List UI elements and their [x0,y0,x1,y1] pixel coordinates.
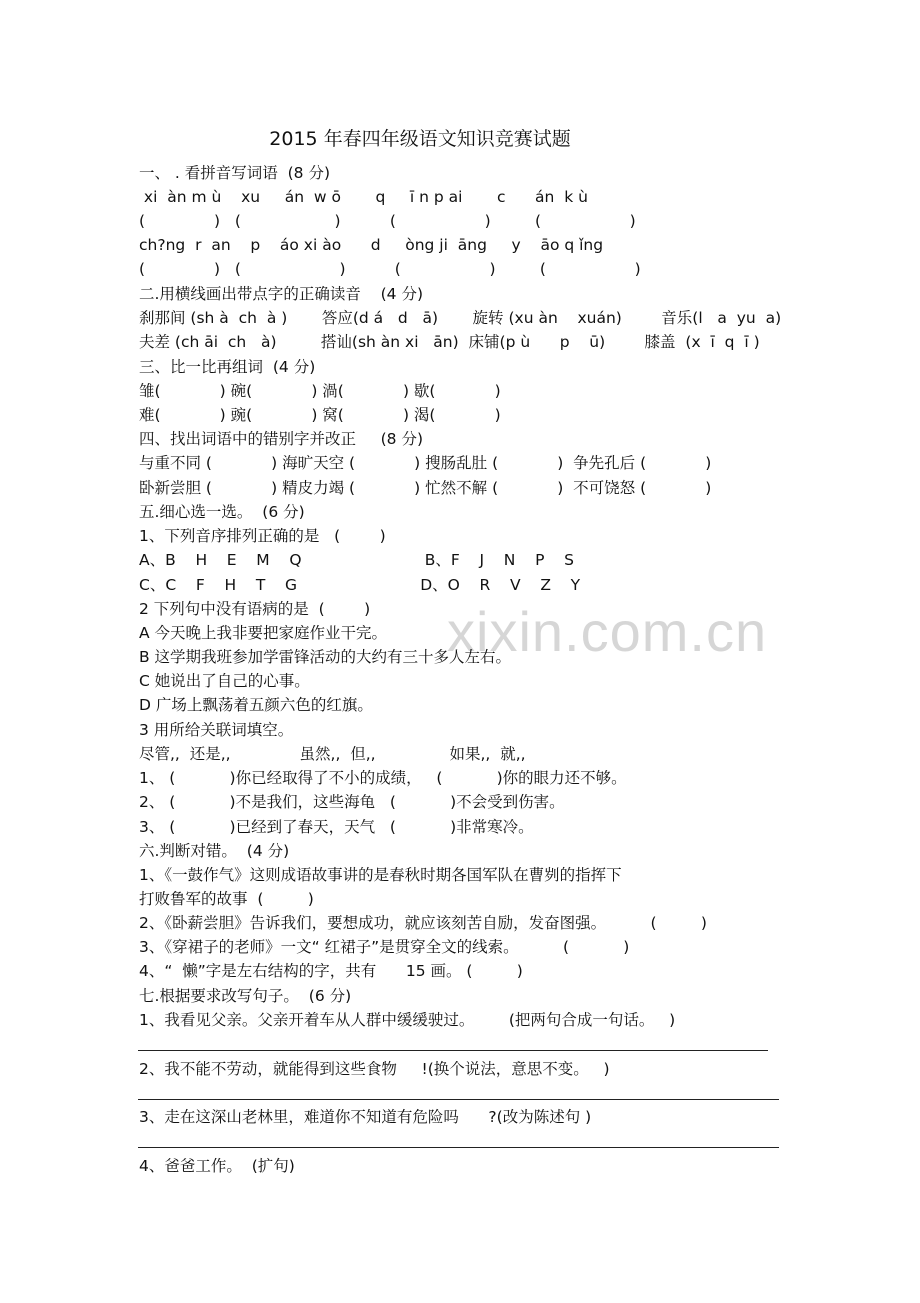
compare-row-1: 雏( ) 碗( ) 渦( ) 歇( ) [139,382,501,400]
judge-4: 4、“ 懒”字是左右结构的字，共有 15 画。 ( ) [139,962,523,980]
fill-sentence-3: 3、 ( )已经到了春天，天气 ( )非常寒冷。 [139,818,534,836]
reading-row-1: 刹那间 (sh à ch à ) 答应(d á d ā) 旋转 (xu àn xuán) 音乐(l a yu a) [139,309,782,327]
typo-row-2: 卧新尝胆 ( ) 精皮力竭 ( ) 忙然不解 ( ) 不可饶怒 ( ) [139,479,712,497]
rewrite-4: 4、爸爸工作。 (扩句) [139,1157,295,1175]
pinyin-row-2: ch?ng r an p áo xi ào d òng ji āng y āo q ǐng [139,236,604,254]
question-5-2: 2 下列句中没有语病的是 ( ) [139,600,371,618]
rewrite-2: 2、我不能不劳动，就能得到这些食物 !(换个说法，意思不变。 ) [139,1060,610,1078]
judge-2: 2、《卧薪尝胆》告诉我们，要想成功，就应该刻苦自励，发奋图强。 ( ) [139,914,707,932]
conjunction-list: 尽管,, 还是,, 虽然,, 但,, 如果,, 就,, [139,745,526,763]
section-5-heading: 五.细心选一选。 (6 分) [139,503,305,521]
section-7-heading: 七.根据要求改写句子。 (6 分) [139,987,352,1005]
choice-b: B 这学期我班参加学雷锋活动的大约有三十多人左右。 [139,648,512,666]
fill-sentence-1: 1、 ( )你已经取得了不小的成绩， ( )你的眼力还不够。 [139,769,627,787]
page-title: 2015 年春四年级语文知识竞赛试题 [269,128,571,150]
watermark: xixin.com.cn [447,600,768,663]
typo-row-1: 与重不同 ( ) 海旷天空 ( ) 搜肠乱肚 ( ) 争先孔后 ( ) [139,454,712,472]
question-5-1: 1、下列音序排列正确的是 ( ) [139,527,386,545]
judge-1-line-2: 打败鲁军的故事 ( ) [139,890,314,908]
answer-line-1[interactable] [138,1050,768,1051]
judge-3: 3、《穿裙子的老师》一文“ 红裙子”是贯穿全文的线索。 ( ) [139,938,630,956]
section-6-heading: 六.判断对错。 (4 分) [139,842,290,860]
choices-ab: A、B H E M Q B、F J N P S [139,551,574,569]
judge-1-line-1: 1、《一鼓作气》这则成语故事讲的是春秋时期各国军队在曹刿的指挥下 [139,866,622,884]
section-3-heading: 三、比一比再组词 (4 分) [139,358,316,376]
pinyin-row-1: xi àn m ù xu án w ō q ī n p ai c án k ù [139,188,588,206]
rewrite-1: 1、我看见父亲。父亲开着车从人群中缓缓驶过。 (把两句合成一句话。 ) [139,1011,676,1029]
choice-a: A 今天晚上我非要把家庭作业干完。 [139,624,388,642]
answer-line-2[interactable] [138,1099,779,1100]
reading-row-2: 夫差 (ch āi ch à) 搭讪(sh àn xi ān) 床铺(p ù p ū) 膝盖 (x ī q ī ) [139,333,760,351]
compare-row-2: 难( ) 豌( ) 窝( ) 渴( ) [139,406,501,424]
choice-d: D 广场上飘荡着五颜六色的红旗。 [139,696,373,714]
rewrite-3: 3、走在这深山老林里，难道你不知道有危险吗 ?(改为陈述句 ) [139,1108,592,1126]
choices-cd: C、C F H T G D、O R V Z Y [139,576,581,594]
section-4-heading: 四、找出词语中的错别字并改正 (8 分) [139,430,424,448]
fill-sentence-2: 2、 ( )不是我们，这些海龟 ( )不会受到伤害。 [139,793,565,811]
answer-blanks-row-2: ( ) ( ) ( ) ( ) [139,260,641,278]
section-2-heading: 二.用横线画出带点字的正确读音 (4 分) [139,285,424,303]
question-5-3: 3 用所给关联词填空。 [139,721,294,739]
answer-line-3[interactable] [138,1147,779,1148]
section-1-heading: 一、 . 看拼音写词语 (8 分) [139,164,331,182]
choice-c: C 她说出了自己的心事。 [139,672,310,690]
answer-blanks-row-1: ( ) ( ) ( ) ( ) [139,212,636,230]
